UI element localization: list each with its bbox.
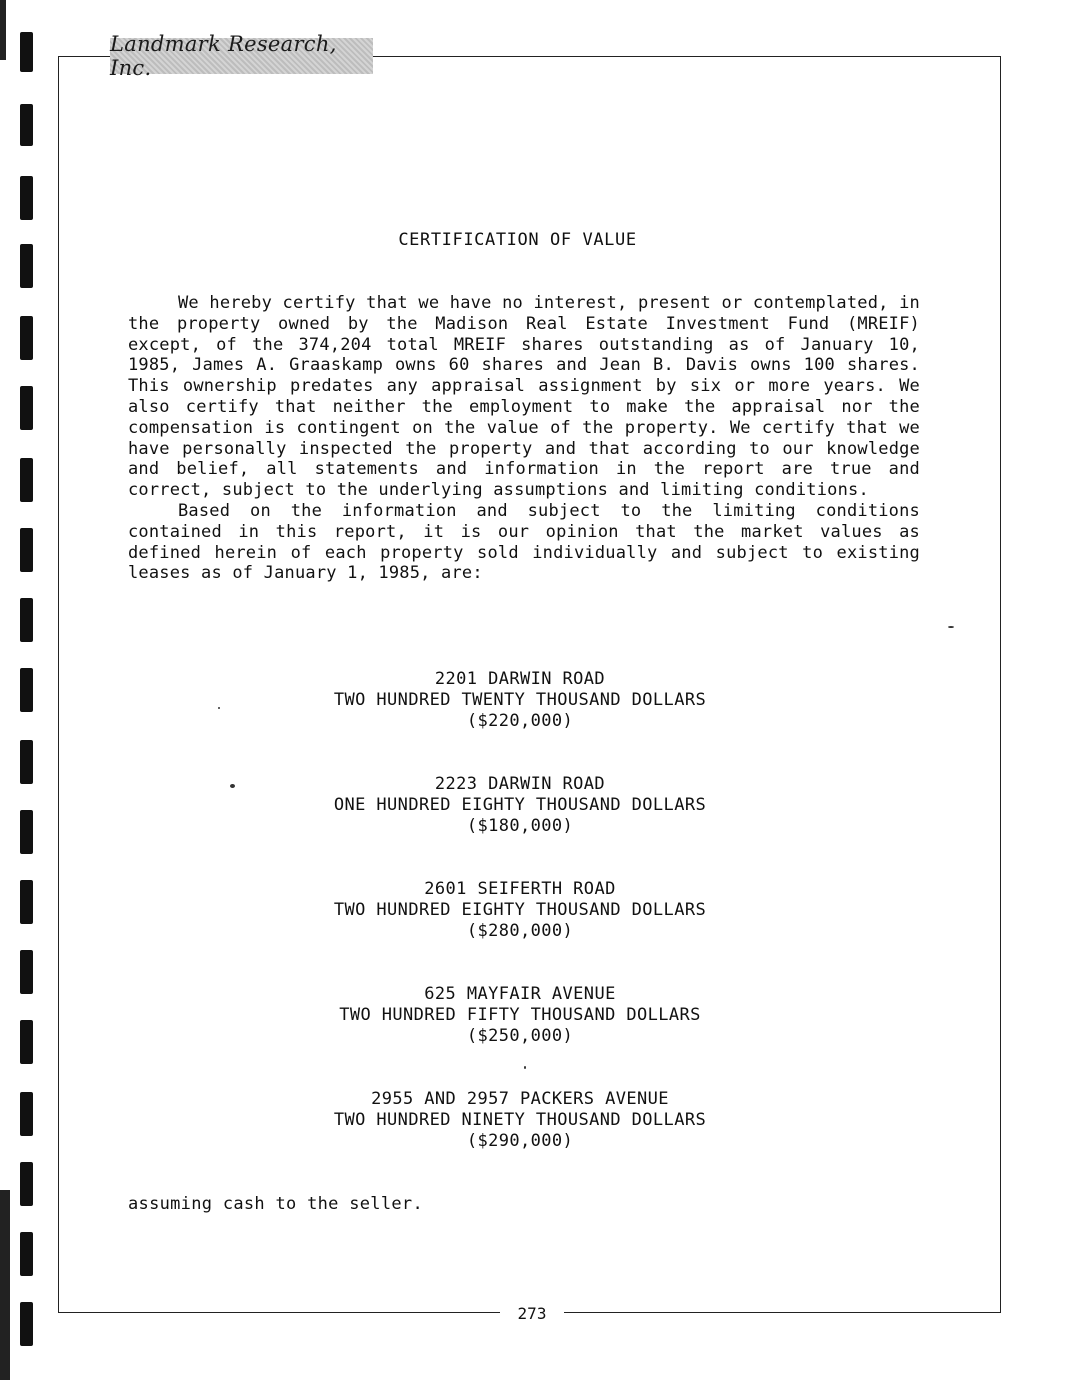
value-amount: ($290,000) [466, 1131, 574, 1151]
binding-mark [20, 1162, 33, 1206]
page-number: 273 [500, 1302, 564, 1326]
value-in-words: TWO HUNDRED TWENTY THOUSAND DOLLARS [333, 690, 707, 710]
value-in-words: TWO HUNDRED FIFTY THOUSAND DOLLARS [339, 1005, 701, 1025]
binding-mark [20, 880, 33, 924]
valuation-entry [210, 669, 830, 732]
page-title: CERTIFICATION OF VALUE [398, 230, 637, 250]
scan-speck [524, 1066, 526, 1069]
value-in-words: ONE HUNDRED EIGHTY THOUSAND DOLLARS [333, 795, 707, 815]
closing-text: assuming cash to the seller. [128, 1194, 423, 1214]
property-address: 2201 DARWIN ROAD [434, 669, 606, 689]
binding-mark [20, 32, 33, 72]
valuation-entry [210, 1089, 830, 1152]
letterhead-logo [110, 32, 373, 80]
binding-edge [0, 1190, 10, 1380]
valuation-entry [210, 879, 830, 942]
logo-text: Landmark Research, Inc. [110, 32, 337, 80]
binding-mark [20, 810, 33, 854]
binding-mark [20, 1302, 33, 1346]
binding-mark [20, 1232, 33, 1276]
binding-mark [20, 528, 33, 572]
binding-mark [20, 950, 33, 994]
value-amount: ($280,000) [466, 921, 574, 941]
property-address: 625 MAYFAIR AVENUE [424, 984, 616, 1004]
certification-paragraph: We hereby certify that we have no interest, present or contemplated, in the property owned by the Madison Real Estate Investment Fund (MREIF) except, of the 374,204 total MREIF shares outstanding as of January 10, 1985, James A. Graaskamp owns 60 shares and Jean B. Davis owns 100 shares. This ownership predates any appraisal assignment by six or more years. We also certify that neither the employment to make the appraisal nor the compensation is contingent on the value of the property. We certify that we have personally inspected the property and that according to our knowledge and belief, all statements and information in the report are true and correct, subject to the underlying assumptions and limiting conditions. [128, 293, 920, 501]
property-address: 2955 AND 2957 PACKERS AVENUE [371, 1089, 669, 1109]
value-amount: ($180,000) [466, 816, 574, 836]
valuation-list [210, 669, 830, 1194]
valuation-entry [210, 774, 830, 837]
property-address: 2601 SEIFERTH ROAD [424, 879, 616, 899]
value-in-words: TWO HUNDRED NINETY THOUSAND DOLLARS [333, 1110, 707, 1130]
scan-speck [218, 707, 220, 709]
property-address: 2223 DARWIN ROAD [434, 774, 606, 794]
binding-mark [20, 668, 33, 712]
value-amount: ($220,000) [466, 711, 574, 731]
binding-mark [20, 598, 33, 642]
binding-mark [20, 1020, 33, 1064]
binding-mark [20, 316, 33, 360]
binding-mark [20, 458, 33, 502]
binding-mark [20, 176, 33, 220]
binding-mark [20, 244, 33, 288]
scan-speck [948, 626, 954, 628]
value-amount: ($250,000) [466, 1026, 574, 1046]
binding-edge [0, 0, 6, 60]
binding-mark [20, 386, 33, 430]
binding-mark [20, 104, 33, 146]
opinion-paragraph: Based on the information and subject to the limiting conditions contained in this report, it is our opinion that the market values as defined herein of each property sold individually and subject to existing leases as of January 1, 1985, are: [128, 500, 920, 584]
scan-speck [230, 784, 235, 788]
binding-mark [20, 740, 33, 784]
binding-mark [20, 1092, 33, 1136]
value-in-words: TWO HUNDRED EIGHTY THOUSAND DOLLARS [333, 900, 707, 920]
certification-body [128, 293, 920, 584]
valuation-entry [210, 984, 830, 1047]
